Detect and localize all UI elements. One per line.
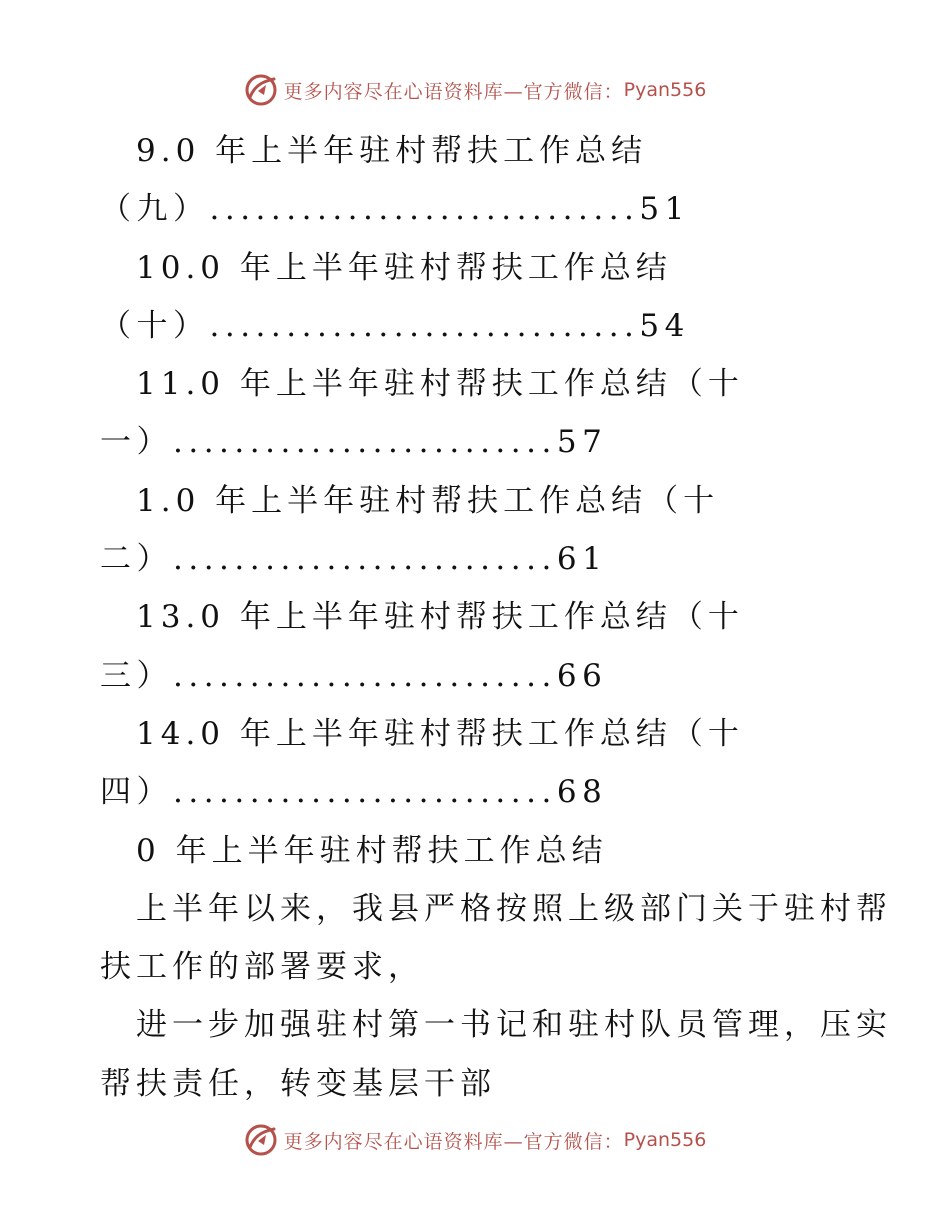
seal-logo-icon xyxy=(244,73,278,107)
footer-watermark xyxy=(0,1120,950,1160)
toc-title-line: 11.0 年上半年驻村帮扶工作总结（十 xyxy=(136,366,744,403)
toc-leader-line: （十）............................54 xyxy=(100,307,690,344)
toc-entry[interactable] xyxy=(100,122,860,239)
seal-logo-icon xyxy=(244,1123,278,1157)
section-heading: 0 年上半年驻村帮扶工作总结 xyxy=(136,832,608,869)
paragraph-continuation-line: 扶工作的部署要求， xyxy=(100,949,424,986)
toc-entry[interactable] xyxy=(100,239,860,356)
toc-title-line: 10.0 年上半年驻村帮扶工作总结 xyxy=(136,249,672,286)
watermark-text: 更多内容尽在心语资料库—官方微信： xyxy=(283,80,624,103)
toc-leader-line: 一）.........................57 xyxy=(100,424,608,461)
toc-entry[interactable] xyxy=(100,355,860,472)
document-body xyxy=(100,122,892,1113)
paragraph xyxy=(100,996,892,1113)
toc-leader-line: 三）.........................66 xyxy=(100,657,608,694)
toc-leader-line: 四）.........................68 xyxy=(100,774,608,811)
paragraph xyxy=(100,880,892,997)
toc-entry[interactable] xyxy=(100,588,860,705)
paragraph-continuation-line: 帮扶责任，转变基层干部 xyxy=(100,1065,496,1102)
toc-leader-line: 二）.........................61 xyxy=(100,541,608,578)
paragraph-first-line: 上半年以来，我县严格按照上级部门关于驻村帮 xyxy=(136,890,892,927)
watermark-wechat-id: Pyan556 xyxy=(623,79,707,101)
toc-entry[interactable] xyxy=(100,705,860,822)
watermark-wechat-id: Pyan556 xyxy=(623,1129,707,1151)
toc-entry[interactable] xyxy=(100,472,860,589)
toc-title-line: 14.0 年上半年驻村帮扶工作总结（十 xyxy=(136,715,744,752)
watermark-text: 更多内容尽在心语资料库—官方微信： xyxy=(283,1130,624,1153)
toc-title-line: 13.0 年上半年驻村帮扶工作总结（十 xyxy=(136,599,744,636)
header-watermark xyxy=(0,70,950,110)
toc-title-line: 9.0 年上半年驻村帮扶工作总结 xyxy=(136,133,648,169)
toc-leader-line: （九）............................51 xyxy=(100,191,690,228)
paragraph-first-line: 进一步加强驻村第一书记和驻村队员管理，压实 xyxy=(136,1007,892,1044)
toc-title-line: 1.0 年上半年驻村帮扶工作总结（十 xyxy=(136,482,720,519)
